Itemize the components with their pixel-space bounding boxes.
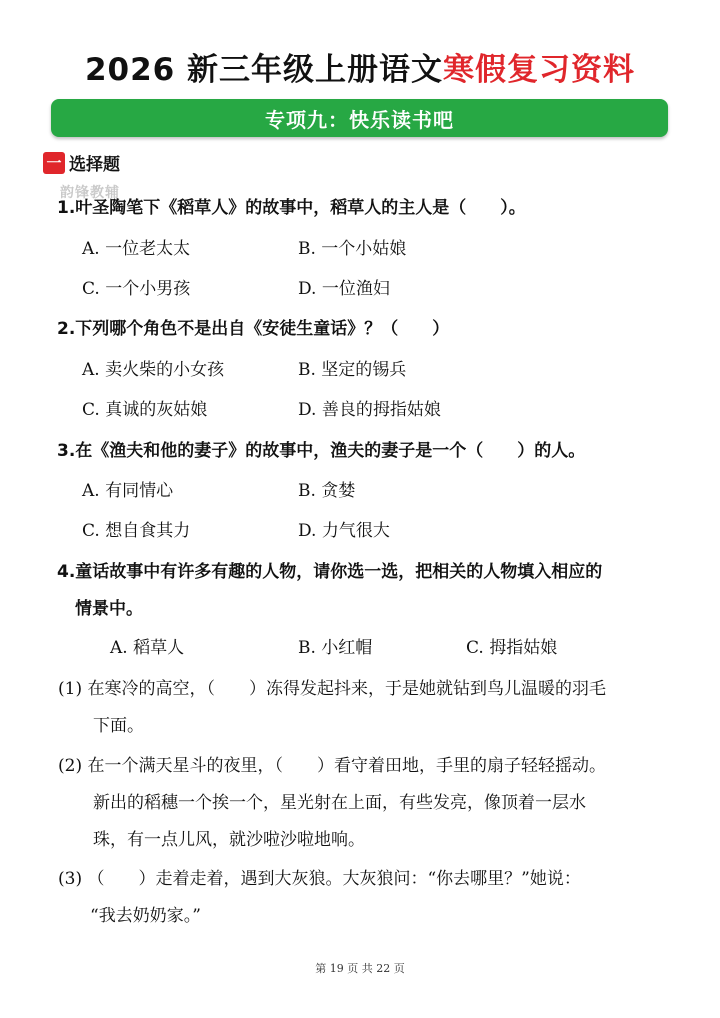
- question-3-option-d: D. 力气很大: [298, 521, 390, 541]
- question-2-option-d: D. 善良的拇指姑娘: [298, 400, 441, 420]
- question-3-option-a: A. 有同情心: [82, 481, 174, 501]
- question-2: 2.下列哪个角色不是出自《安徒生童话》？（ ）: [57, 319, 450, 339]
- section-header: [43, 150, 120, 175]
- watermark: 韵锋教辅: [60, 185, 120, 201]
- question-1-option-d: D. 一位渔妇: [298, 279, 390, 299]
- question-1-option-a: A. 一位老太太: [82, 239, 191, 259]
- question-4-line-1: 4.童话故事中有许多有趣的人物，请你选一选，把相关的人物填入相应的: [57, 562, 603, 582]
- question-2-option-a: A. 卖火柴的小女孩: [82, 360, 225, 380]
- scene-2-line-2: 新出的稻穗一个挨一个，星光射在上面，有些发亮，像顶着一层水: [93, 793, 586, 813]
- question-4-line-2: 情景中。: [75, 599, 143, 619]
- question-2-option-c: C. 真诚的灰姑娘: [82, 400, 208, 420]
- scene-3-line-1: (3) （ ）走着走着，遇到大灰狼。大灰狼问：“你去哪里？”她说：: [58, 869, 581, 889]
- question-1-option-c: C. 一个小男孩: [82, 279, 191, 299]
- section-number-badge: 一: [43, 152, 65, 174]
- scene-2-line-1: (2) 在一个满天星斗的夜里，（ ）看守着田地，手里的扇子轻轻摇动。: [58, 756, 606, 776]
- question-2-option-b: B. 坚定的锡兵: [298, 360, 407, 380]
- question-4-option-a: A. 稻草人: [110, 638, 185, 658]
- page-footer: 第 19 页 共 22 页: [315, 962, 405, 975]
- scene-2-line-3: 珠，有一点儿风，就沙啦沙啦地响。: [93, 830, 365, 850]
- title-main: 2026 新三年级上册语文: [84, 52, 444, 88]
- scene-1-line-1: (1) 在寒冷的高空，（ ）冻得发起抖来，于是她就钻到鸟儿温暖的羽毛: [58, 679, 606, 699]
- scene-3-line-2: “我去奶奶家。”: [90, 906, 201, 926]
- scene-1-line-2: 下面。: [93, 716, 144, 736]
- question-4-option-c: C. 拇指姑娘: [466, 638, 558, 658]
- section-label: 选择题: [69, 155, 120, 175]
- question-4-option-b: B. 小红帽: [298, 638, 373, 658]
- question-3-option-c: C. 想自食其力: [82, 521, 191, 541]
- page-title: [0, 44, 720, 89]
- question-1: 1.叶圣陶笔下《稻草人》的故事中，稻草人的主人是（ ）。: [57, 198, 526, 218]
- topic-banner: 专项九：快乐读书吧: [51, 99, 668, 137]
- title-highlight: 寒假复习资料: [443, 52, 636, 88]
- question-3-option-b: B. 贪婪: [298, 481, 356, 501]
- question-3: 3.在《渔夫和他的妻子》的故事中，渔夫的妻子是一个（ ）的人。: [57, 441, 586, 461]
- question-1-option-b: B. 一个小姑娘: [298, 239, 407, 259]
